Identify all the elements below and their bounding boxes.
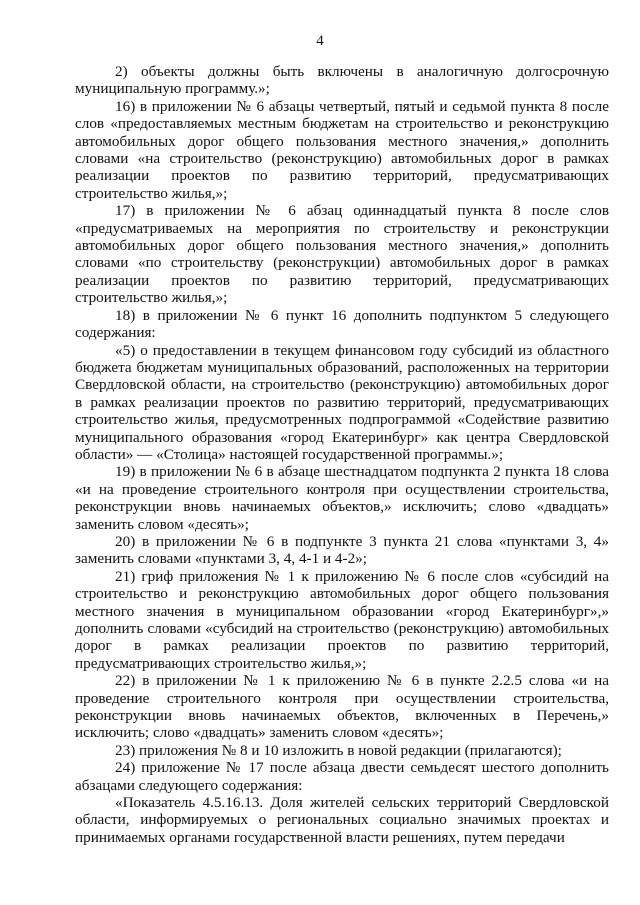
paragraph-item-24: 24) приложение № 17 после абзаца двести семьдесят шестого дополнить абзацами следующего содержания: <box>75 759 609 794</box>
paragraph-item-19: 19) в приложении № 6 в абзаце шестнадцатом подпункта 2 пункта 18 слова «и на проведение строительного контроля при осуществлении строительства, реконструкции вновь начинаемых объектов,» исключить; слово «двадцать» заменить словом «десять»; <box>75 463 609 533</box>
document-body <box>75 63 609 846</box>
paragraph-item-17: 17) в приложении № 6 абзац одиннадцатый пункта 8 после слов «предусматриваемых на мероприятия по строительству и реконструкции автомобильных дорог общего пользования местного значения,» дополнить словами «по строительству (реконструкции) автомобильных дорог в рамках реализации проектов по развитию территорий, предусматривающих строительство жилья,»; <box>75 202 609 307</box>
paragraph-item-23: 23) приложения № 8 и 10 изложить в новой редакции (прилагаются); <box>115 741 562 759</box>
paragraph-item-20: 20) в приложении № 6 в подпункте 3 пункта 21 слова «пунктами 3, 4» заменить словами «пунктами 3, 4, 4-1 и 4-2»; <box>75 532 609 568</box>
page-number: 4 <box>316 33 324 49</box>
paragraph-item-21: 21) гриф приложения № 1 к приложению № 6 после слов «субсидий на строительство и реконструкцию автомобильных дорог общего пользования местного значения в муниципальном образовании «город Екатеринбург»,» дополнить словами «субсидий на строительство (реконструкцию) автомобильных дорог в рамках реализации проектов по развитию территорий, предусматривающих строительство жилья,»; <box>75 567 609 672</box>
paragraph-item-18: 18) в приложении № 6 пункт 16 дополнить подпунктом 5 следующего содержания: <box>75 306 609 342</box>
paragraph-subitem-5-quote: «5) о предоставлении в текущем финансовом году субсидий из областного бюджета бюджетам муниципальных образований, расположенных на территории Свердловской области, на строительство (реконструкцию) автомобильных дорог в рамках реализации проектов по развитию территорий, предусматривающих строительство жилья, предусмотренных подпрограммой «Содействие развитию муниципального образования «город Екатеринбург» как центра Свердловской области» — «Столица» настоящей государственной программы.»; <box>75 341 609 463</box>
paragraph-item-22: 22) в приложении № 1 к приложению № 6 в пункте 2.2.5 слова «и на проведение строительного контроля при осуществлении строительства, реконструкции вновь начинаемых объектов, включенных в Перечень,» исключить; слово «двадцать» заменить словом «десять»; <box>75 672 609 742</box>
paragraph-item-16: 16) в приложении № 6 абзацы четвертый, пятый и седьмой пункта 8 после слов «предоставляемых местным бюджетам на строительство и реконструкцию автомобильных дорог общего пользования местного значения,» дополнить словами «на строительство (реконструкцию) автомобильных дорог в рамках реализации проектов по развитию территорий, предусматривающих строительство жилья,»; <box>75 97 609 202</box>
paragraph-item-2-end: 2) объекты должны быть включены в аналогичную долгосрочную муниципальную программу.»; <box>75 63 609 98</box>
paragraph-indicator-quote: «Показатель 4.5.16.13. Доля жителей сельских территорий Свердловской области, информируемых о региональных социально значимых проектах и принимаемых органами государственной власти решениях, путем передачи <box>75 794 609 846</box>
